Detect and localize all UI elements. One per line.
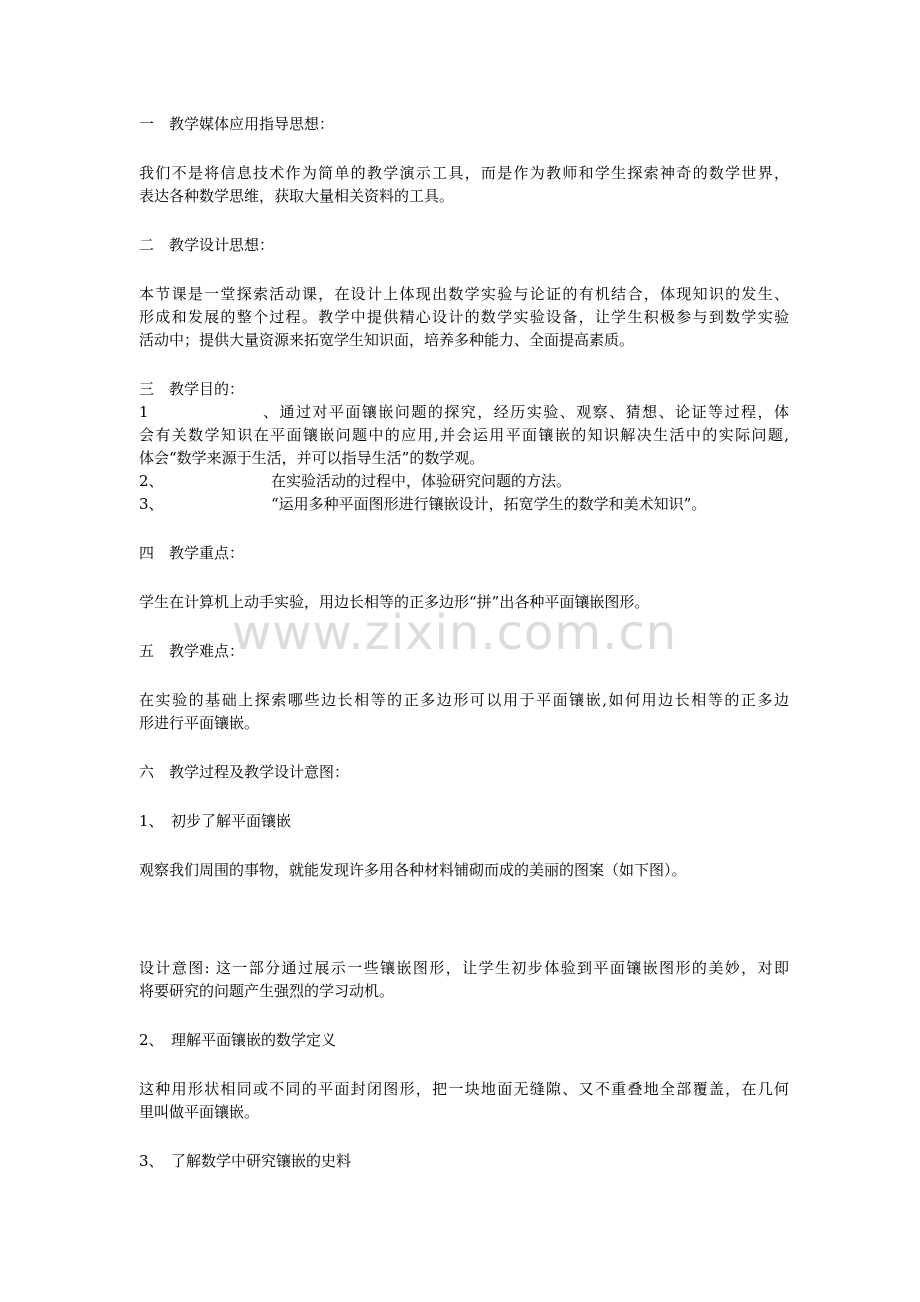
objective-1-continued: 会有关数学知识在平面镶嵌问题中的应用,并会运用平面镶嵌的知识解决生活中的实际问题, <box>139 426 789 444</box>
section-4-heading: 四 教学重点： <box>139 544 245 562</box>
objective-text: 通过对平面镶嵌问题的探究，经历实验、观察、猜想、论证等过程，体 <box>278 403 789 421</box>
step-3-title: 3、 了解数学中研究镶嵌的史料 <box>139 1152 352 1170</box>
objective-1 <box>139 401 789 423</box>
objective-number: 1、 <box>139 403 278 421</box>
section-2-paragraph-line: 形成和发展的整个过程。教学中提供精心设计的数学实验设备，让学生积极参与到数学实验 <box>139 308 789 326</box>
step-1-title: 1、 初步了解平面镶嵌 <box>139 812 292 830</box>
design-intent-line: 设计意图: 这一部分通过展示一些镶嵌图形，让学生初步体验到平面镶嵌图形的美妙，对即 <box>139 959 789 977</box>
section-1-paragraph-line: 表达各种数学思维，获取大量相关资料的工具。 <box>139 187 455 205</box>
step-2-paragraph-line: 里叫做平面镶嵌。 <box>139 1103 260 1121</box>
design-intent-line: 将要研究的问题产生强烈的学习动机。 <box>139 982 395 1000</box>
section-5-heading: 五 教学难点： <box>139 642 245 660</box>
section-1-paragraph-line: 我们不是将信息技术作为简单的教学演示工具，而是作为教师和学生探索神奇的数学世界， <box>139 164 789 182</box>
objective-number: 2、 <box>139 472 164 490</box>
section-5-paragraph-line: 在实验的基础上探索哪些边长相等的正多边形可以用于平面镶嵌,如何用边长相等的正多边 <box>139 691 789 709</box>
objective-text: 在实验活动的过程中，体验研究问题的方法。 <box>271 472 572 490</box>
objective-2 <box>139 470 789 492</box>
objective-number: 3、 <box>139 495 164 513</box>
section-2-paragraph-line: 本节课是一堂探索活动课，在设计上体现出数学实验与论证的有机结合，体现知识的发生、 <box>139 285 789 303</box>
section-5-paragraph-line: 形进行平面镶嵌。 <box>139 714 260 732</box>
section-3-heading: 三 教学目的： <box>139 380 245 398</box>
step-2-paragraph-line: 这种用形状相同或不同的平面封闭图形，把一块地面无缝隙、又不重叠地全部覆盖，在几何 <box>139 1080 789 1098</box>
section-4-paragraph-line: 学生在计算机上动手实验，用边长相等的正多边形“拼”出各种平面镶嵌图形。 <box>139 593 650 611</box>
section-2-paragraph-line: 活动中；提供大量资源来拓宽学生知识面，培养多种能力、全面提高素质。 <box>139 331 635 349</box>
step-2-title: 2、 理解平面镶嵌的数学定义 <box>139 1031 337 1049</box>
objective-1-continued: 体会“数学来源于生活，并可以指导生活”的数学观。 <box>139 449 485 467</box>
section-2-heading: 二 教学设计思想： <box>139 236 275 254</box>
objective-text: “运用多种平面图形进行镶嵌设计，拓宽学生的数学和美术知识”。 <box>271 495 707 513</box>
step-1-paragraph: 观察我们周围的事物，就能发现许多用各种材料铺砌而成的美丽的图案（如下图）。 <box>139 861 687 879</box>
objective-3 <box>139 493 789 515</box>
section-6-heading: 六 教学过程及教学设计意图： <box>139 763 350 781</box>
watermark: www.zixin.com.cn <box>232 605 678 661</box>
section-1-heading: 一 教学媒体应用指导思想： <box>139 115 335 133</box>
